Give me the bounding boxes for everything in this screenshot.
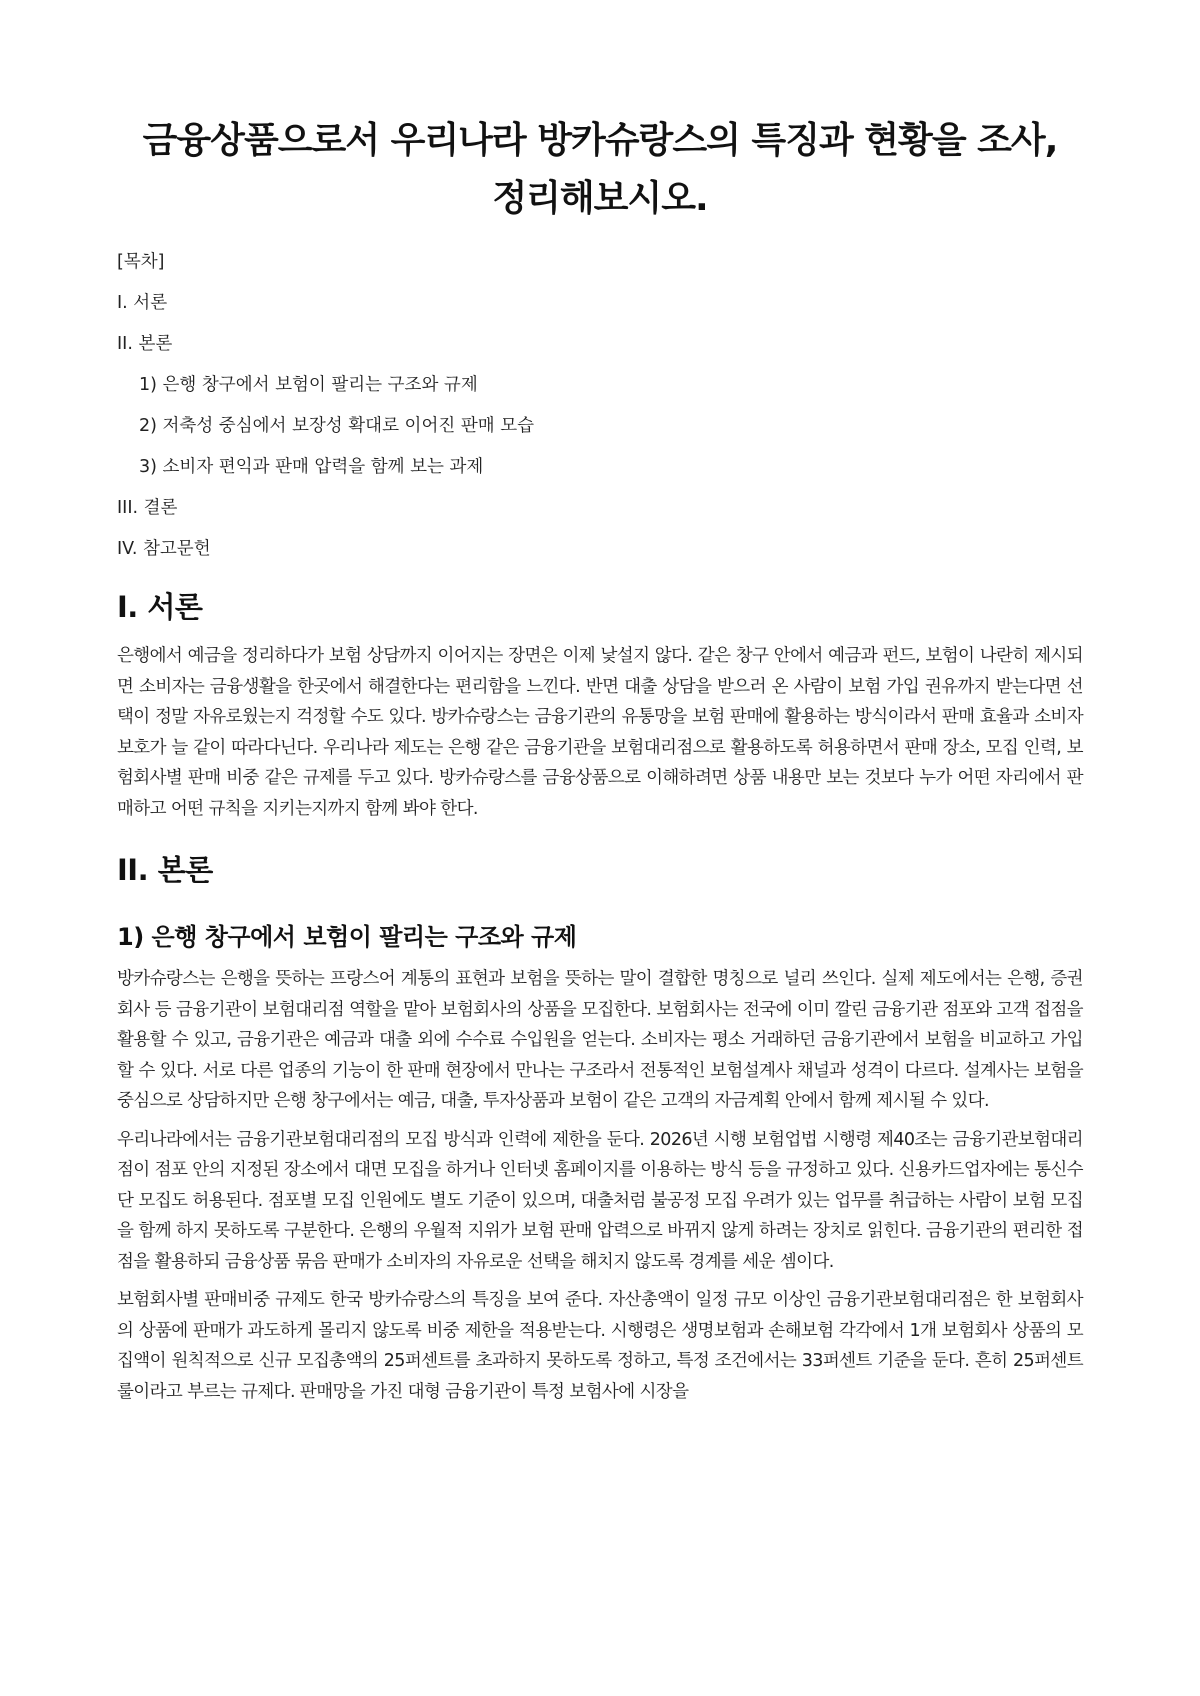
document-title-line-2: 정리해보시오.: [492, 178, 708, 219]
intro-paragraph: 은행에서 예금을 정리하다가 보험 상담까지 이어지는 장면은 이제 낯설지 않다. 같은 창구 안에서 예금과 펀드, 보험이 나란히 제시되면 소비자는 금융생활을 한곳에서 해결한다는 편리함을 느낀다. 반면 대출 상담을 받으러 온 사람이 보험 가입 권유까지 받는다면 선택이 정말 자유로웠는지 걱정할 수도 있다. 방카슈랑스는 금융기관의 유통망을 보험 판매에 활용하는 방식이라서 판매 효율과 소비자 보호가 늘 같이 따라다닌다. 우리나라 제도는 은행 같은 금융기관을 보험대리점으로 활용하도록 허용하면서 판매 장소, 모집 인력, 보험회사별 판매 비중 같은 규제를 두고 있다. 방카슈랑스를 금융상품으로 이해하려면 상품 내용만 보는 것보다 누가 어떤 자리에서 판매하고 어떤 규칙을 지키는지까지 함께 봐야 한다.: [117, 646, 1083, 819]
toc-item-conclusion: III. 결론: [117, 498, 178, 518]
toc-item-body: II. 본론: [117, 334, 173, 354]
table-of-contents: [117, 250, 1083, 561]
document-page: [117, 112, 1083, 1415]
document-title: [117, 112, 1083, 228]
section-heading-body: II. 본론: [117, 853, 213, 887]
document-title-line-1: 금융상품으로서 우리나라 방카슈랑스의 특징과 현황을 조사,: [142, 120, 1058, 161]
section-heading-intro: I. 서론: [117, 590, 203, 624]
body-paragraph-3: 보험회사별 판매비중 규제도 한국 방카슈랑스의 특징을 보여 준다. 자산총액이 일정 규모 이상인 금융기관보험대리점은 한 보험회사의 상품에 판매가 과도하게 몰리지 않도록 비중 제한을 적용받는다. 시행령은 생명보험과 손해보험 각각에서 1개 보험회사 상품의 모집액이 원칙적으로 신규 모집총액의 25퍼센트를 초과하지 못하도록 정하고, 특정 조건에서는 33퍼센트 기준을 둔다. 흔히 25퍼센트 룰이라고 부르는 규제다. 판매망을 가진 대형 금융기관이 특정 보험사에 시장을: [117, 1290, 1083, 1402]
body-paragraph-1: 방카슈랑스는 은행을 뜻하는 프랑스어 계통의 표현과 보험을 뜻하는 말이 결합한 명칭으로 널리 쓰인다. 실제 제도에서는 은행, 증권회사 등 금융기관이 보험대리점 역할을 맡아 보험회사의 상품을 모집한다. 보험회사는 전국에 이미 깔린 금융기관 점포와 고객 접점을 활용할 수 있고, 금융기관은 예금과 대출 외에 수수료 수입원을 얻는다. 소비자는 평소 거래하던 금융기관에서 보험을 비교하고 가입할 수 있다. 서로 다른 업종의 기능이 한 판매 현장에서 만나는 구조라서 전통적인 보험설계사 채널과 성격이 다르다. 설계사는 보험을 중심으로 상담하지만 은행 창구에서는 예금, 대출, 투자상품과 보험이 같은 고객의 자금계획 안에서 함께 제시될 수 있다.: [117, 969, 1083, 1111]
body-paragraph-2: 우리나라에서는 금융기관보험대리점의 모집 방식과 인력에 제한을 둔다. 2026년 시행 보험업법 시행령 제40조는 금융기관보험대리점이 점포 안의 지정된 장소에서 대면 모집을 하거나 인터넷 홈페이지를 이용하는 방식 등을 규정하고 있다. 신용카드업자에는 통신수단 모집도 허용된다. 점포별 모집 인원에도 별도 기준이 있으며, 대출처럼 불공정 모집 우려가 있는 업무를 취급하는 사람이 보험 모집을 함께 하지 못하도록 구분한다. 은행의 우월적 지위가 보험 판매 압력으로 바뀌지 않게 하려는 장치로 읽힌다. 금융기관의 편리한 접점을 활용하되 금융상품 묶음 판매가 소비자의 자유로운 선택을 해치지 않도록 경계를 세운 셈이다.: [117, 1129, 1083, 1272]
subsection-heading-1: 1) 은행 창구에서 보험이 팔리는 구조와 규제: [117, 923, 577, 951]
toc-item-intro: I. 서론: [117, 293, 168, 313]
toc-label: [목차]: [117, 252, 165, 272]
toc-item-body-3: 3) 소비자 편익과 판매 압력을 함께 보는 과제: [139, 457, 484, 477]
toc-item-body-2: 2) 저축성 중심에서 보장성 확대로 이어진 판매 모습: [139, 416, 534, 436]
toc-item-body-1: 1) 은행 창구에서 보험이 팔리는 구조와 규제: [139, 375, 478, 395]
toc-item-references: IV. 참고문헌: [117, 539, 211, 559]
